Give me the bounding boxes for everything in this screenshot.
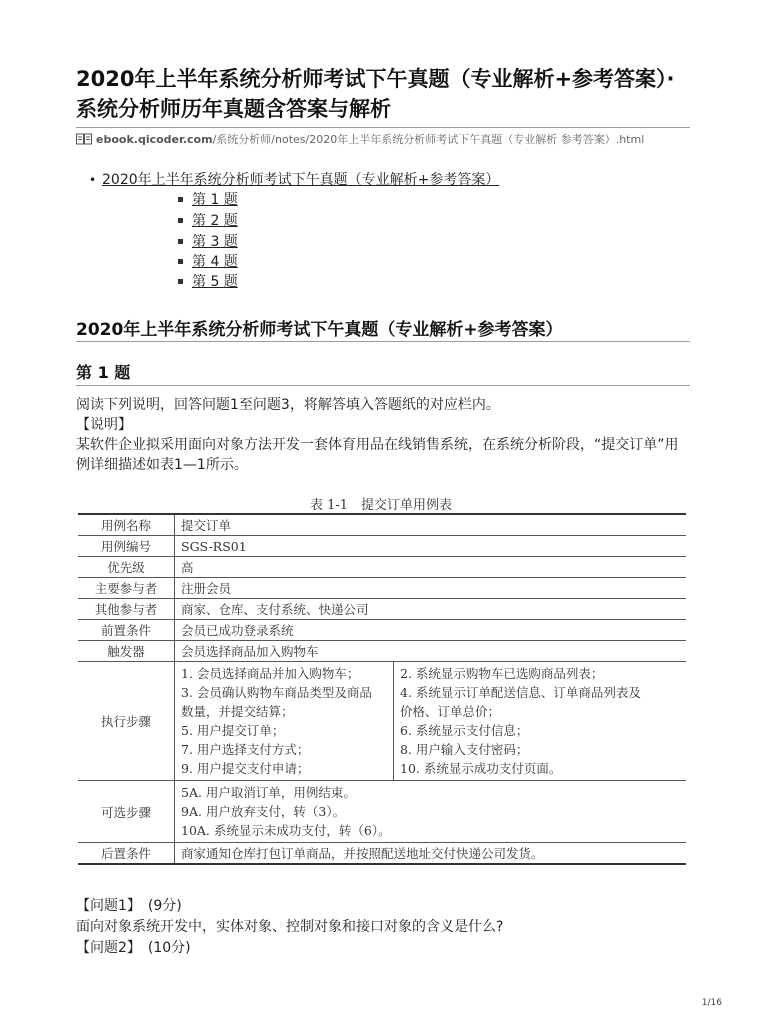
step-line: 9. 用户提交支付申请；	[181, 761, 310, 776]
toc-item-5	[192, 272, 238, 292]
row-label: 前置条件	[78, 620, 175, 641]
alt-step-line: 9A. 用户放弃支付，转（3）。	[181, 804, 346, 819]
table-row	[78, 641, 686, 662]
step-line: 8. 用户输入支付密码；	[400, 742, 529, 757]
toc-link-q5[interactable]: 第 5 题	[192, 274, 238, 290]
table-row	[78, 557, 686, 578]
source-domain: ebook.qicoder.com	[96, 133, 213, 146]
step-line: 价格、订单总价；	[400, 704, 501, 719]
question-divider	[76, 385, 690, 386]
row-value: 提交订单	[175, 514, 687, 536]
steps-left	[175, 662, 394, 781]
toc	[89, 170, 500, 190]
table-row	[78, 578, 686, 599]
title-divider	[76, 127, 690, 128]
toc-item-1	[192, 190, 238, 210]
toc-item-3	[192, 232, 238, 252]
step-line: 2. 系统显示购物车已选购商品列表；	[400, 666, 604, 681]
table-caption: 表 1-1 提交订单用例表	[309, 498, 453, 513]
row-label: 优先级	[78, 557, 175, 578]
row-label: 其他参与者	[78, 599, 175, 620]
toc-link-main[interactable]: 2020年上半年系统分析师考试下午真题（专业解析+参考答案）	[102, 172, 500, 188]
row-value: 注册会员	[175, 578, 687, 599]
toc-item-4	[192, 252, 238, 272]
toc-bullet: •	[89, 173, 97, 187]
alt-step-line: 5A. 用户取消订单，用例结束。	[181, 785, 356, 800]
section-divider	[76, 341, 690, 342]
step-line: 3. 会员确认购物车商品类型及商品	[181, 685, 372, 700]
post-label: 后置条件	[78, 843, 175, 865]
note-label: 【说明】	[76, 417, 132, 433]
step-line: 数量，并提交结算；	[181, 704, 294, 719]
table-row-post	[78, 843, 686, 865]
toc-link-q4[interactable]: 第 4 题	[192, 254, 238, 270]
source-path: /系统分析师/notes/2020年上半年系统分析师考试下午真题（专业解析 参考答案）.html	[212, 133, 645, 146]
question-intro: 阅读下列说明，回答问题1至问题3，将解答填入答题纸的对应栏内。	[76, 397, 500, 413]
row-value: 会员已成功登录系统	[175, 620, 687, 641]
alt-label: 可选步骤	[78, 781, 175, 843]
question-1-text: 面向对象系统开发中，实体对象、控制对象和接口对象的含义是什么?	[76, 919, 504, 935]
row-value: 会员选择商品加入购物车	[175, 641, 687, 662]
toc-link-q1[interactable]: 第 1 题	[192, 192, 238, 208]
table-row-alt	[78, 781, 686, 843]
question-title: 第 1 题	[76, 363, 131, 382]
page-number: 1/16	[701, 998, 722, 1008]
row-value: SGS-RS01	[175, 536, 687, 557]
step-line: 6. 系统显示支付信息；	[400, 723, 529, 738]
alt-step-line: 10A. 系统显示未成功支付，转（6）。	[181, 823, 391, 838]
step-line: 4. 系统显示订单配送信息、订单商品列表及	[400, 685, 641, 700]
row-value: 商家、仓库、支付系统、快递公司	[175, 599, 687, 620]
row-label: 触发器	[78, 641, 175, 662]
steps-right	[394, 662, 687, 781]
table-row-steps	[78, 662, 686, 781]
usecase-table	[78, 513, 686, 865]
post-value: 商家通知仓库打包订单商品，并按照配送地址交付快递公司发货。	[175, 843, 687, 865]
row-value: 高	[175, 557, 687, 578]
step-line: 5. 用户提交订单；	[181, 723, 285, 738]
step-line: 7. 用户选择支付方式；	[181, 742, 310, 757]
question-1-label: 【问题1】 (9分)	[76, 898, 182, 914]
book-icon	[76, 133, 92, 145]
alt-steps	[175, 781, 687, 843]
question-description: 某软件企业拟采用面向对象方法开发一套体育用品在线销售系统，在系统分析阶段，“提交订单”用例详细描述如表1—1所示。	[76, 437, 679, 473]
table-row	[78, 599, 686, 620]
source-url[interactable]	[76, 131, 644, 147]
table-row	[78, 620, 686, 641]
toc-item-2	[192, 211, 238, 231]
step-line: 1. 会员选择商品并加入购物车；	[181, 666, 360, 681]
step-line: 10. 系统显示成功支付页面。	[400, 761, 562, 776]
question-2-label: 【问题2】 (10分)	[76, 940, 191, 956]
toc-link-q2[interactable]: 第 2 题	[192, 213, 238, 229]
section-title: 2020年上半年系统分析师考试下午真题（专业解析+参考答案）	[76, 320, 563, 340]
row-label: 主要参与者	[78, 578, 175, 599]
row-label: 用例名称	[78, 514, 175, 536]
table-row	[78, 514, 686, 536]
page-title: 2020年上半年系统分析师考试下午真题（专业解析+参考答案）· 系统分析师历年真题含答案与解析	[76, 67, 675, 121]
steps-label: 执行步骤	[78, 662, 175, 781]
row-label: 用例编号	[78, 536, 175, 557]
table-row	[78, 536, 686, 557]
toc-link-q3[interactable]: 第 3 题	[192, 234, 238, 250]
